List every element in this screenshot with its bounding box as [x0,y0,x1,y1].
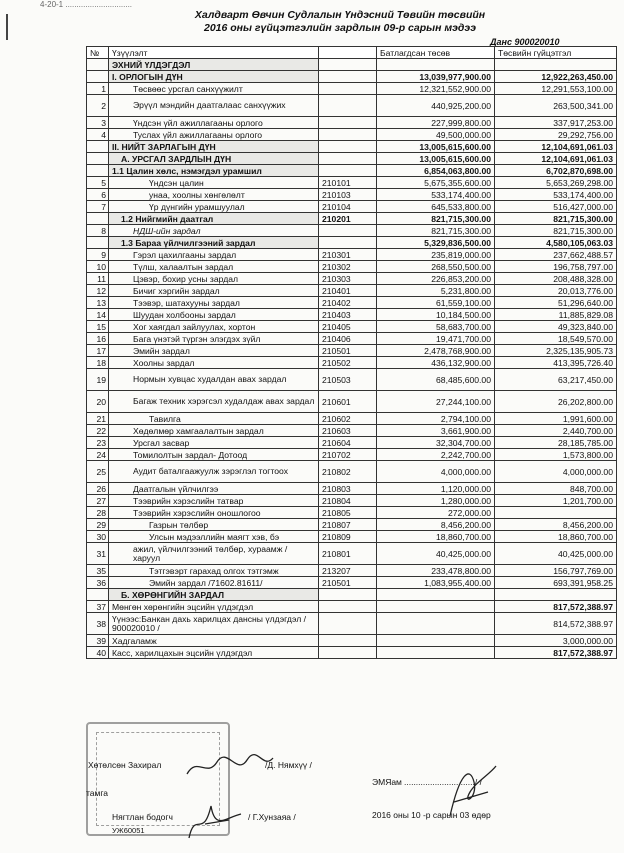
table-row [87,425,617,437]
row-number: 18 [87,357,109,369]
col-header-indicator: Үзүүлэлт [109,47,319,59]
row-executed: 4,000,000.00 [495,461,617,483]
table-row [87,543,617,565]
row-approved: 68,485,600.00 [377,369,495,391]
table-body [87,59,617,659]
row-approved: 2,478,768,900.00 [377,345,495,357]
accountant-label: Нягтлан бодогч [112,812,173,822]
row-number: 4 [87,129,109,141]
table-row [87,601,617,613]
col-header-approved: Батлагдсан төсөв [377,47,495,59]
row-label: Тээвэр, шатахууны зардал [109,297,319,309]
row-label: Үүнээс:Банкан дахь харилцах дансны үлдэгдэл / 900020010 / [109,613,319,635]
row-label: НДШ-ийн зардал [109,225,319,237]
row-number: 10 [87,261,109,273]
row-executed: 28,185,785.00 [495,437,617,449]
row-code: 210702 [319,449,377,461]
row-code [319,165,377,177]
row-executed: 2,325,135,905.73 [495,345,617,357]
accountant-signature [185,800,245,844]
row-number: 36 [87,577,109,589]
row-label: Эрүүл мэндийн даатгалаас санхүүжих [109,95,319,117]
reviewer-signature [440,762,500,822]
table-row [87,237,617,249]
table-row [87,59,617,71]
table-row [87,531,617,543]
row-approved: 440,925,200.00 [377,95,495,117]
row-number: 12 [87,285,109,297]
report-date: 2016 оны 10 -р сарын 03 өдөр [372,810,491,820]
row-executed: 18,549,570.00 [495,333,617,345]
row-approved [377,601,495,613]
row-label: Шуудан холбооны зардал [109,309,319,321]
row-approved: 40,425,000.00 [377,543,495,565]
row-code: 210104 [319,201,377,213]
row-number: 6 [87,189,109,201]
row-executed: 848,700.00 [495,483,617,495]
table-row [87,297,617,309]
row-approved: 272,000.00 [377,507,495,519]
row-code: 210807 [319,519,377,531]
row-code: 210401 [319,285,377,297]
table-row [87,333,617,345]
row-label: Үндсэн үйл ажиллагааны орлого [109,117,319,129]
row-executed: 18,860,700.00 [495,531,617,543]
row-code [319,647,377,659]
row-label: Тээврийн хэрэслийн татвар [109,495,319,507]
report-title-line1: Халдварт Өвчин Судлалын Үндэсний Төвийн төсвийн [194,9,486,21]
row-code [319,83,377,95]
table-row [87,565,617,577]
row-approved: 27,244,100.00 [377,391,495,413]
reviewer-line: ............................../ / [404,777,482,787]
row-label: Нормын хувцас худалдан авах зардал [109,369,319,391]
row-code: 213207 [319,565,377,577]
row-number: 30 [87,531,109,543]
row-approved: 3,661,900.00 [377,425,495,437]
row-approved: 268,550,500.00 [377,261,495,273]
corner-mark [6,14,8,40]
row-code [319,237,377,249]
row-executed: 516,427,000.00 [495,201,617,213]
row-code: 210802 [319,461,377,483]
row-number: 37 [87,601,109,613]
table-row [87,507,617,519]
row-number: 35 [87,565,109,577]
row-label: Гэрэл цахилгааны зардал [109,249,319,261]
row-executed: 821,715,300.00 [495,213,617,225]
row-approved [377,589,495,601]
row-number: 13 [87,297,109,309]
row-number [87,213,109,225]
row-label: Б. ХӨРӨНГИЙН ЗАРДАЛ [109,589,319,601]
row-code [319,153,377,165]
row-approved [377,613,495,635]
stamp-code: УЖ60051 [112,826,145,835]
row-label: Эмийн зардал [109,345,319,357]
row-number: 14 [87,309,109,321]
table-row [87,391,617,413]
row-executed: 413,395,726.40 [495,357,617,369]
row-number: 9 [87,249,109,261]
row-approved: 4,000,000.00 [377,461,495,483]
row-approved [377,59,495,71]
row-code: 210101 [319,177,377,189]
row-approved: 13,005,615,600.00 [377,141,495,153]
row-executed: 533,174,400.00 [495,189,617,201]
row-number: 23 [87,437,109,449]
row-code: 210501 [319,345,377,357]
row-number [87,59,109,71]
row-approved: 8,456,200.00 [377,519,495,531]
row-approved: 645,533,800.00 [377,201,495,213]
row-label: Даатгалын үйлчилгээ [109,483,319,495]
row-approved: 235,819,000.00 [377,249,495,261]
table-row [87,141,617,153]
row-label: Хоолны зардал [109,357,319,369]
row-approved: 533,174,400.00 [377,189,495,201]
director-name: /Д. Нямхүү / [265,760,312,770]
row-label: А. УРСГАЛ ЗАРДЛЫН ДҮН [109,153,319,165]
row-label: ажил, үйлчилгээний төлбөр, хураамж / харуул [109,543,319,565]
table-row [87,413,617,425]
row-number: 1 [87,83,109,95]
row-label: Мөнгөн хөрөнгийн эцсийн үлдэгдэл [109,601,319,613]
row-code [319,129,377,141]
row-label: Туслах үйл ажиллагааны орлого [109,129,319,141]
accountant-name: / Г.Хунзаяа / [248,812,296,822]
col-header-no: № [87,47,109,59]
table-row [87,577,617,589]
row-number [87,153,109,165]
row-executed: 237,662,488.57 [495,249,617,261]
table-row [87,117,617,129]
row-approved: 32,304,700.00 [377,437,495,449]
row-code: 210804 [319,495,377,507]
row-number: 40 [87,647,109,659]
reviewer-label: ЭМЯам [372,777,402,787]
table-row [87,495,617,507]
row-approved: 436,132,900.00 [377,357,495,369]
row-number: 21 [87,413,109,425]
row-executed: 26,202,800.00 [495,391,617,413]
stamp-label: тамга [86,788,109,798]
row-label: 1.2 Нийгмийн даатгал [109,213,319,225]
table-row [87,225,617,237]
row-number [87,589,109,601]
row-approved: 5,329,836,500.00 [377,237,495,249]
table-row [87,461,617,483]
row-label: Улсын мэдээллийн маягт хэв, бэ [109,531,319,543]
row-executed: 208,488,328.00 [495,273,617,285]
row-approved: 1,280,000.00 [377,495,495,507]
row-executed: 2,440,700.00 [495,425,617,437]
row-number: 7 [87,201,109,213]
row-code: 210601 [319,391,377,413]
table-row [87,261,617,273]
row-executed: 196,758,797.00 [495,261,617,273]
row-number [87,71,109,83]
row-executed: 4,580,105,063.03 [495,237,617,249]
row-code: 210302 [319,261,377,273]
row-approved: 2,242,700.00 [377,449,495,461]
table-row [87,309,617,321]
table-header-row [87,47,617,59]
row-number: 15 [87,321,109,333]
row-approved: 2,794,100.00 [377,413,495,425]
row-code: 210805 [319,507,377,519]
row-code [319,613,377,635]
table-row [87,449,617,461]
row-approved: 227,999,800.00 [377,117,495,129]
row-code [319,71,377,83]
row-executed: 1,201,700.00 [495,495,617,507]
budget-table [86,46,617,659]
row-code: 210809 [319,531,377,543]
row-executed: 49,323,840.00 [495,321,617,333]
row-executed: 156,797,769.00 [495,565,617,577]
row-label: Бичиг хэргийн зардал [109,285,319,297]
row-number [87,141,109,153]
row-label: Тэтгэвэрт гарахад олгох тэтгэмж [109,565,319,577]
row-executed [495,507,617,519]
row-label: Хадгаламж [109,635,319,647]
row-label: Томилолтын зардал- Дотоод [109,449,319,461]
row-label: II. НИЙТ ЗАРЛАГЫН ДҮН [109,141,319,153]
row-approved: 5,231,800.00 [377,285,495,297]
row-code: 210301 [319,249,377,261]
row-label: унаа, хоолны хөнгөлөлт [109,189,319,201]
row-code: 210103 [319,189,377,201]
table-row [87,589,617,601]
table-row [87,273,617,285]
table-row [87,249,617,261]
row-number: 20 [87,391,109,413]
table-row [87,437,617,449]
row-code [319,59,377,71]
row-label: Багаж техник хэрэгсэл худалдаж авах зардал [109,391,319,413]
row-executed: 40,425,000.00 [495,543,617,565]
row-number: 25 [87,461,109,483]
account-number: Данс 900020010 [490,37,560,47]
row-number: 27 [87,495,109,507]
director-signature [185,752,275,782]
row-executed: 63,217,450.00 [495,369,617,391]
row-label: 1.3 Бараа үйлчилгээний зардал [109,237,319,249]
row-approved: 233,478,800.00 [377,565,495,577]
row-approved: 6,854,063,800.00 [377,165,495,177]
row-approved: 10,184,500.00 [377,309,495,321]
row-number [87,237,109,249]
row-executed: 6,702,870,698.00 [495,165,617,177]
row-approved: 226,853,200.00 [377,273,495,285]
row-approved: 19,471,700.00 [377,333,495,345]
row-number: 38 [87,613,109,635]
row-code [319,589,377,601]
row-approved: 1,083,955,400.00 [377,577,495,589]
table-row [87,321,617,333]
row-executed: 29,292,756.00 [495,129,617,141]
row-approved: 13,039,977,900.00 [377,71,495,83]
table-row [87,647,617,659]
table-row [87,201,617,213]
row-label: Хөдөлмөр хамгаалалтын зардал [109,425,319,437]
row-number: 8 [87,225,109,237]
row-label: I. ОРЛОГЫН ДҮН [109,71,319,83]
col-header-code [319,47,377,59]
table-row [87,177,617,189]
row-number: 16 [87,333,109,345]
row-label: 1.1 Цалин хөлс, нэмэгдэл урамшил [109,165,319,177]
row-label: Цэвэр, бохир усны зардал [109,273,319,285]
row-number [87,165,109,177]
table-row [87,345,617,357]
row-code: 210502 [319,357,377,369]
row-code: 210503 [319,369,377,391]
table-row [87,369,617,391]
top-note: 4-20-1 .............................. [40,0,133,9]
row-approved: 49,500,000.00 [377,129,495,141]
row-code [319,635,377,647]
row-number: 24 [87,449,109,461]
row-label: Түлш, халаалтын зардал [109,261,319,273]
row-number: 22 [87,425,109,437]
row-code: 210402 [319,297,377,309]
row-executed: 263,500,341.00 [495,95,617,117]
report-title-line2: 2016 оны гүйцэтгэлийн зардлын 09-р сарын мэдээ [203,22,477,34]
row-code: 210403 [319,309,377,321]
row-executed: 821,715,300.00 [495,225,617,237]
row-approved: 821,715,300.00 [377,225,495,237]
row-label: ЭХНИЙ ҮЛДЭГДЭЛ [109,59,319,71]
table-row [87,635,617,647]
row-executed: 1,573,800.00 [495,449,617,461]
row-label: Урсгал засвар [109,437,319,449]
row-executed: 12,104,691,061.03 [495,153,617,165]
row-label: Эмийн зардал /71602.81611/ [109,577,319,589]
row-label: Касс, харилцахын эцсийн үлдэгдэл [109,647,319,659]
table-row [87,483,617,495]
row-approved [377,647,495,659]
row-approved [377,635,495,647]
row-executed: 12,922,263,450.00 [495,71,617,83]
row-code: 210406 [319,333,377,345]
row-executed: 814,572,388.97 [495,613,617,635]
row-approved: 58,683,700.00 [377,321,495,333]
row-code [319,141,377,153]
row-executed: 3,000,000.00 [495,635,617,647]
row-number: 29 [87,519,109,531]
row-number: 2 [87,95,109,117]
row-executed: 12,104,691,061.03 [495,141,617,153]
row-executed: 817,572,388.97 [495,601,617,613]
table-row [87,153,617,165]
row-number: 28 [87,507,109,519]
row-approved: 1,120,000.00 [377,483,495,495]
row-approved: 13,005,615,600.00 [377,153,495,165]
row-label: Үндсэн цалин [109,177,319,189]
row-code [319,95,377,117]
row-number: 17 [87,345,109,357]
row-code: 210201 [319,213,377,225]
row-code: 210405 [319,321,377,333]
row-code: 210603 [319,425,377,437]
table-row [87,189,617,201]
row-executed [495,59,617,71]
row-code: 210801 [319,543,377,565]
row-approved: 61,559,100.00 [377,297,495,309]
row-label: Газрын төлбөр [109,519,319,531]
row-executed: 12,291,553,100.00 [495,83,617,95]
table-row [87,285,617,297]
row-label: Үр дүнгийн урамшуулал [109,201,319,213]
row-code: 210803 [319,483,377,495]
row-executed: 817,572,388.97 [495,647,617,659]
row-label: Тээврийн хэрэслийн оношлогоо [109,507,319,519]
row-label: Төсвөөс урсгал санхүүжилт [109,83,319,95]
row-executed [495,589,617,601]
row-label: Бага үнэтэй түргэн элэгдэх зүйл [109,333,319,345]
row-executed: 337,917,253.00 [495,117,617,129]
table-row [87,519,617,531]
row-number: 11 [87,273,109,285]
row-number: 31 [87,543,109,565]
table-row [87,71,617,83]
table-row [87,357,617,369]
director-label: Хөтөлсөн Захирал [88,760,162,770]
row-approved: 12,321,552,900.00 [377,83,495,95]
row-number: 26 [87,483,109,495]
table-row [87,613,617,635]
row-code [319,225,377,237]
table-row [87,95,617,117]
row-executed: 20,013,776.00 [495,285,617,297]
row-label: Аудит баталгаажуулж зэрэглэл тогтоох [109,461,319,483]
row-code [319,601,377,613]
row-executed: 8,456,200.00 [495,519,617,531]
table-row [87,83,617,95]
row-number: 5 [87,177,109,189]
row-executed: 1,991,600.00 [495,413,617,425]
table-row [87,165,617,177]
row-executed: 693,391,958.25 [495,577,617,589]
row-code: 210303 [319,273,377,285]
row-code: 210604 [319,437,377,449]
row-number: 19 [87,369,109,391]
row-number: 3 [87,117,109,129]
col-header-executed: Төсвийн гүйцэтгэл [495,47,617,59]
row-executed: 5,653,269,298.00 [495,177,617,189]
row-executed: 11,885,829.08 [495,309,617,321]
row-code [319,117,377,129]
row-executed: 51,296,640.00 [495,297,617,309]
table-row [87,213,617,225]
row-approved: 18,860,700.00 [377,531,495,543]
row-label: Тавилга [109,413,319,425]
row-code: 210602 [319,413,377,425]
table-row [87,129,617,141]
row-approved: 821,715,300.00 [377,213,495,225]
row-number: 39 [87,635,109,647]
row-label: Хог хаягдал зайлуулах, хортон [109,321,319,333]
row-code: 210501 [319,577,377,589]
row-approved: 5,675,355,600.00 [377,177,495,189]
